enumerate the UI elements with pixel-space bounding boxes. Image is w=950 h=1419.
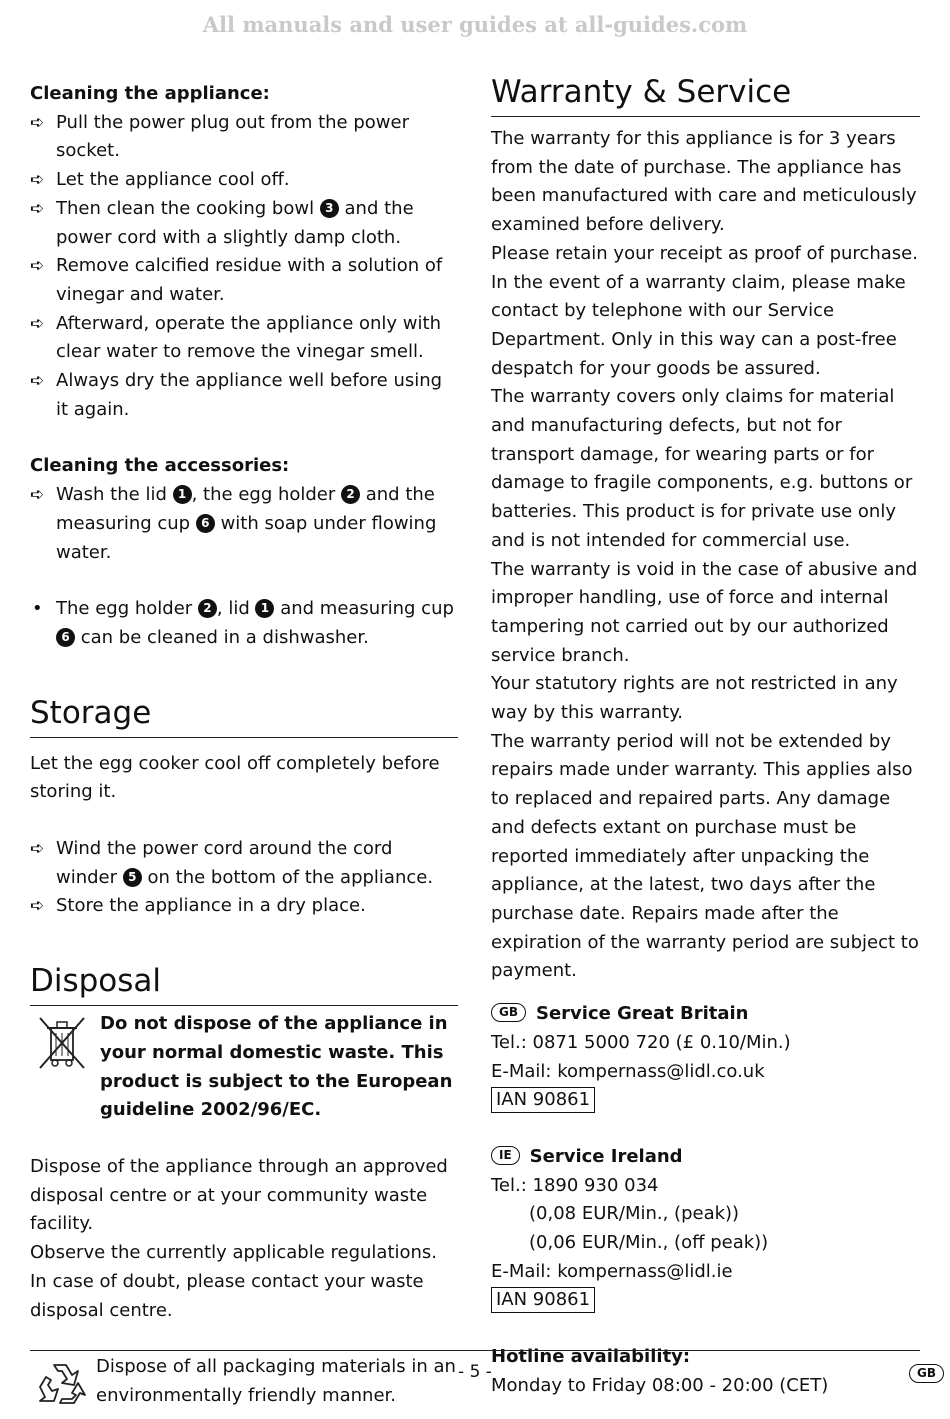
disposal-paragraph: In case of doubt, please contact your waste disposal centre. (30, 1270, 424, 1321)
bullet-icon: • (32, 598, 43, 620)
part-number-badge: 1 (173, 485, 192, 504)
list-item (30, 252, 458, 309)
step-text: Pull the power plug out from the power socket. (56, 111, 409, 162)
watermark: All manuals and user guides at all-guides.com (202, 12, 748, 37)
step-text: , the egg holder (191, 484, 342, 506)
arrow-right-icon: ➪ (30, 256, 45, 277)
bullet-text: , lid (216, 598, 256, 620)
country-badge-gb: GB (491, 1003, 526, 1022)
ian-box: IAN 90861 (491, 1287, 595, 1313)
service-ie-rate: (0,08 EUR/Min., (peak)) (529, 1203, 740, 1225)
service-ie-rate: (0,06 EUR/Min., (off peak)) (529, 1232, 769, 1254)
cleaning-appliance-heading: Cleaning the appliance: (30, 83, 270, 104)
arrow-right-icon: ➪ (30, 485, 45, 506)
packaging-text: Dispose of all packaging materials in an environmentally friendly manner. (96, 1356, 456, 1406)
arrow-right-icon: ➪ (30, 313, 45, 334)
list-item (30, 892, 458, 921)
hotline-heading: Hotline availability: (491, 1346, 691, 1368)
part-number-badge: 3 (320, 199, 339, 218)
part-number-badge: 2 (198, 599, 217, 618)
arrow-right-icon: ➪ (30, 371, 45, 392)
list-item (30, 481, 458, 567)
part-number-badge: 6 (56, 628, 75, 647)
right-column (491, 72, 920, 1401)
warranty-paragraph: Please retain your receipt as proof of purchase. In the event of a warranty claim, please make contact by telephone with our Service Department. Only in this way can a post-free despatch for your goods be assured. (491, 242, 918, 379)
disposal-paragraph: Dispose of the appliance through an approved disposal centre or at your community waste facility. (30, 1155, 448, 1235)
step-text: Let the appliance cool off. (56, 169, 290, 191)
part-number-badge: 6 (196, 514, 215, 533)
service-gb-tel: Tel.: 0871 5000 720 (£ 0.10/Min.) (491, 1031, 791, 1053)
cleaning-accessories-heading: Cleaning the accessories: (30, 455, 290, 477)
warranty-paragraph: The warranty period will not be extended by repairs made under warranty. This applies also to replaced and repaired parts. Any damage and defects extant on purchase must be reported immediately after unpacking the appliance, at the latest, two days after the purchase date. Repairs made after the expiration of the warranty period are subject to payment. (491, 730, 919, 982)
warranty-paragraph: Your statutory rights are not restricted in any way by this warranty. (491, 673, 898, 724)
left-column (30, 80, 458, 1411)
service-ie-email: E-Mail: kompernass@lidl.ie (491, 1260, 733, 1282)
step-text: Wind the power cord around the cord winder (56, 838, 393, 888)
service-gb-title (491, 1000, 920, 1029)
ian-box: IAN 90861 (491, 1087, 595, 1113)
service-ie-title (491, 1143, 920, 1172)
step-text: Store the appliance in a dry place. (56, 895, 366, 917)
part-number-badge: 1 (255, 599, 274, 618)
step-text: on the bottom of the appliance. (141, 866, 434, 888)
disposal-paragraph: Observe the currently applicable regulations. (30, 1242, 438, 1264)
part-number-badge: 2 (341, 485, 360, 504)
list-item (30, 109, 458, 166)
crossed-bin-icon (34, 1014, 90, 1082)
hotline-hours: Monday to Friday 08:00 - 20:00 (CET) (491, 1374, 829, 1396)
arrow-right-icon: ➪ (30, 112, 45, 133)
list-item (30, 835, 458, 892)
disposal-heading: Disposal (30, 961, 458, 1006)
bullet-text: The egg holder (56, 598, 198, 620)
arrow-right-icon: ➪ (30, 896, 45, 917)
page-number: - 5 - (458, 1362, 492, 1382)
arrow-right-icon: ➪ (30, 198, 45, 219)
bullet-text: and measuring cup (274, 598, 454, 620)
step-text: and the measuring cup (56, 484, 435, 534)
footer-divider (30, 1350, 920, 1351)
step-text: Remove calcified residue with a solution of vinegar and water. (56, 255, 443, 305)
service-title-text: Service Great Britain (536, 1003, 749, 1025)
storage-intro: Let the egg cooker cool off completely before storing it. (30, 752, 440, 803)
step-text: Wash the lid (56, 484, 173, 506)
bullet-text: can be cleaned in a dishwasher. (75, 626, 369, 648)
warranty-paragraph: The warranty for this appliance is for 3 years from the date of purchase. The appliance has been manufactured with care and meticulously examined before delivery. (491, 128, 917, 236)
step-text: with soap under flowing water. (56, 512, 437, 563)
storage-heading: Storage (30, 693, 458, 738)
disposal-warning-text: Do not dispose of the appliance in your normal domestic waste. This product is subject to the European guideline 2002/96/EC. (100, 1013, 453, 1121)
step-text: Then clean the cooking bowl (56, 197, 320, 219)
list-item (30, 595, 458, 652)
service-ie-tel: Tel.: 1890 930 034 (491, 1174, 659, 1196)
service-title-text: Service Ireland (529, 1145, 683, 1167)
part-number-badge: 5 (123, 868, 142, 887)
language-badge: GB (909, 1364, 944, 1383)
service-gb-email: E-Mail: kompernass@lidl.co.uk (491, 1060, 765, 1082)
arrow-right-icon: ➪ (30, 839, 45, 860)
country-badge-ie: IE (491, 1146, 520, 1165)
arrow-right-icon: ➪ (30, 170, 45, 191)
disposal-warning (30, 1010, 458, 1125)
list-item (30, 195, 458, 252)
step-text: and the power cord with a slightly damp cloth. (56, 197, 414, 248)
list-item (30, 367, 458, 424)
step-text: Afterward, operate the appliance only with clear water to remove the vinegar smell. (56, 312, 441, 363)
warranty-heading: Warranty & Service (491, 72, 920, 117)
list-item (30, 310, 458, 367)
warranty-paragraph: The warranty is void in the case of abusive and improper handling, use of force and internal tampering not carried out by our authorized service branch. (491, 558, 918, 666)
step-text: Always dry the appliance well before using it again. (56, 370, 443, 420)
warranty-paragraph: The warranty covers only claims for material and manufacturing defects, but not for transport damage, for wearing parts or for damage to fragile components, e.g. buttons or batteries. This product is for private use only and is not intended for commercial use. (491, 386, 913, 551)
list-item (30, 166, 458, 195)
